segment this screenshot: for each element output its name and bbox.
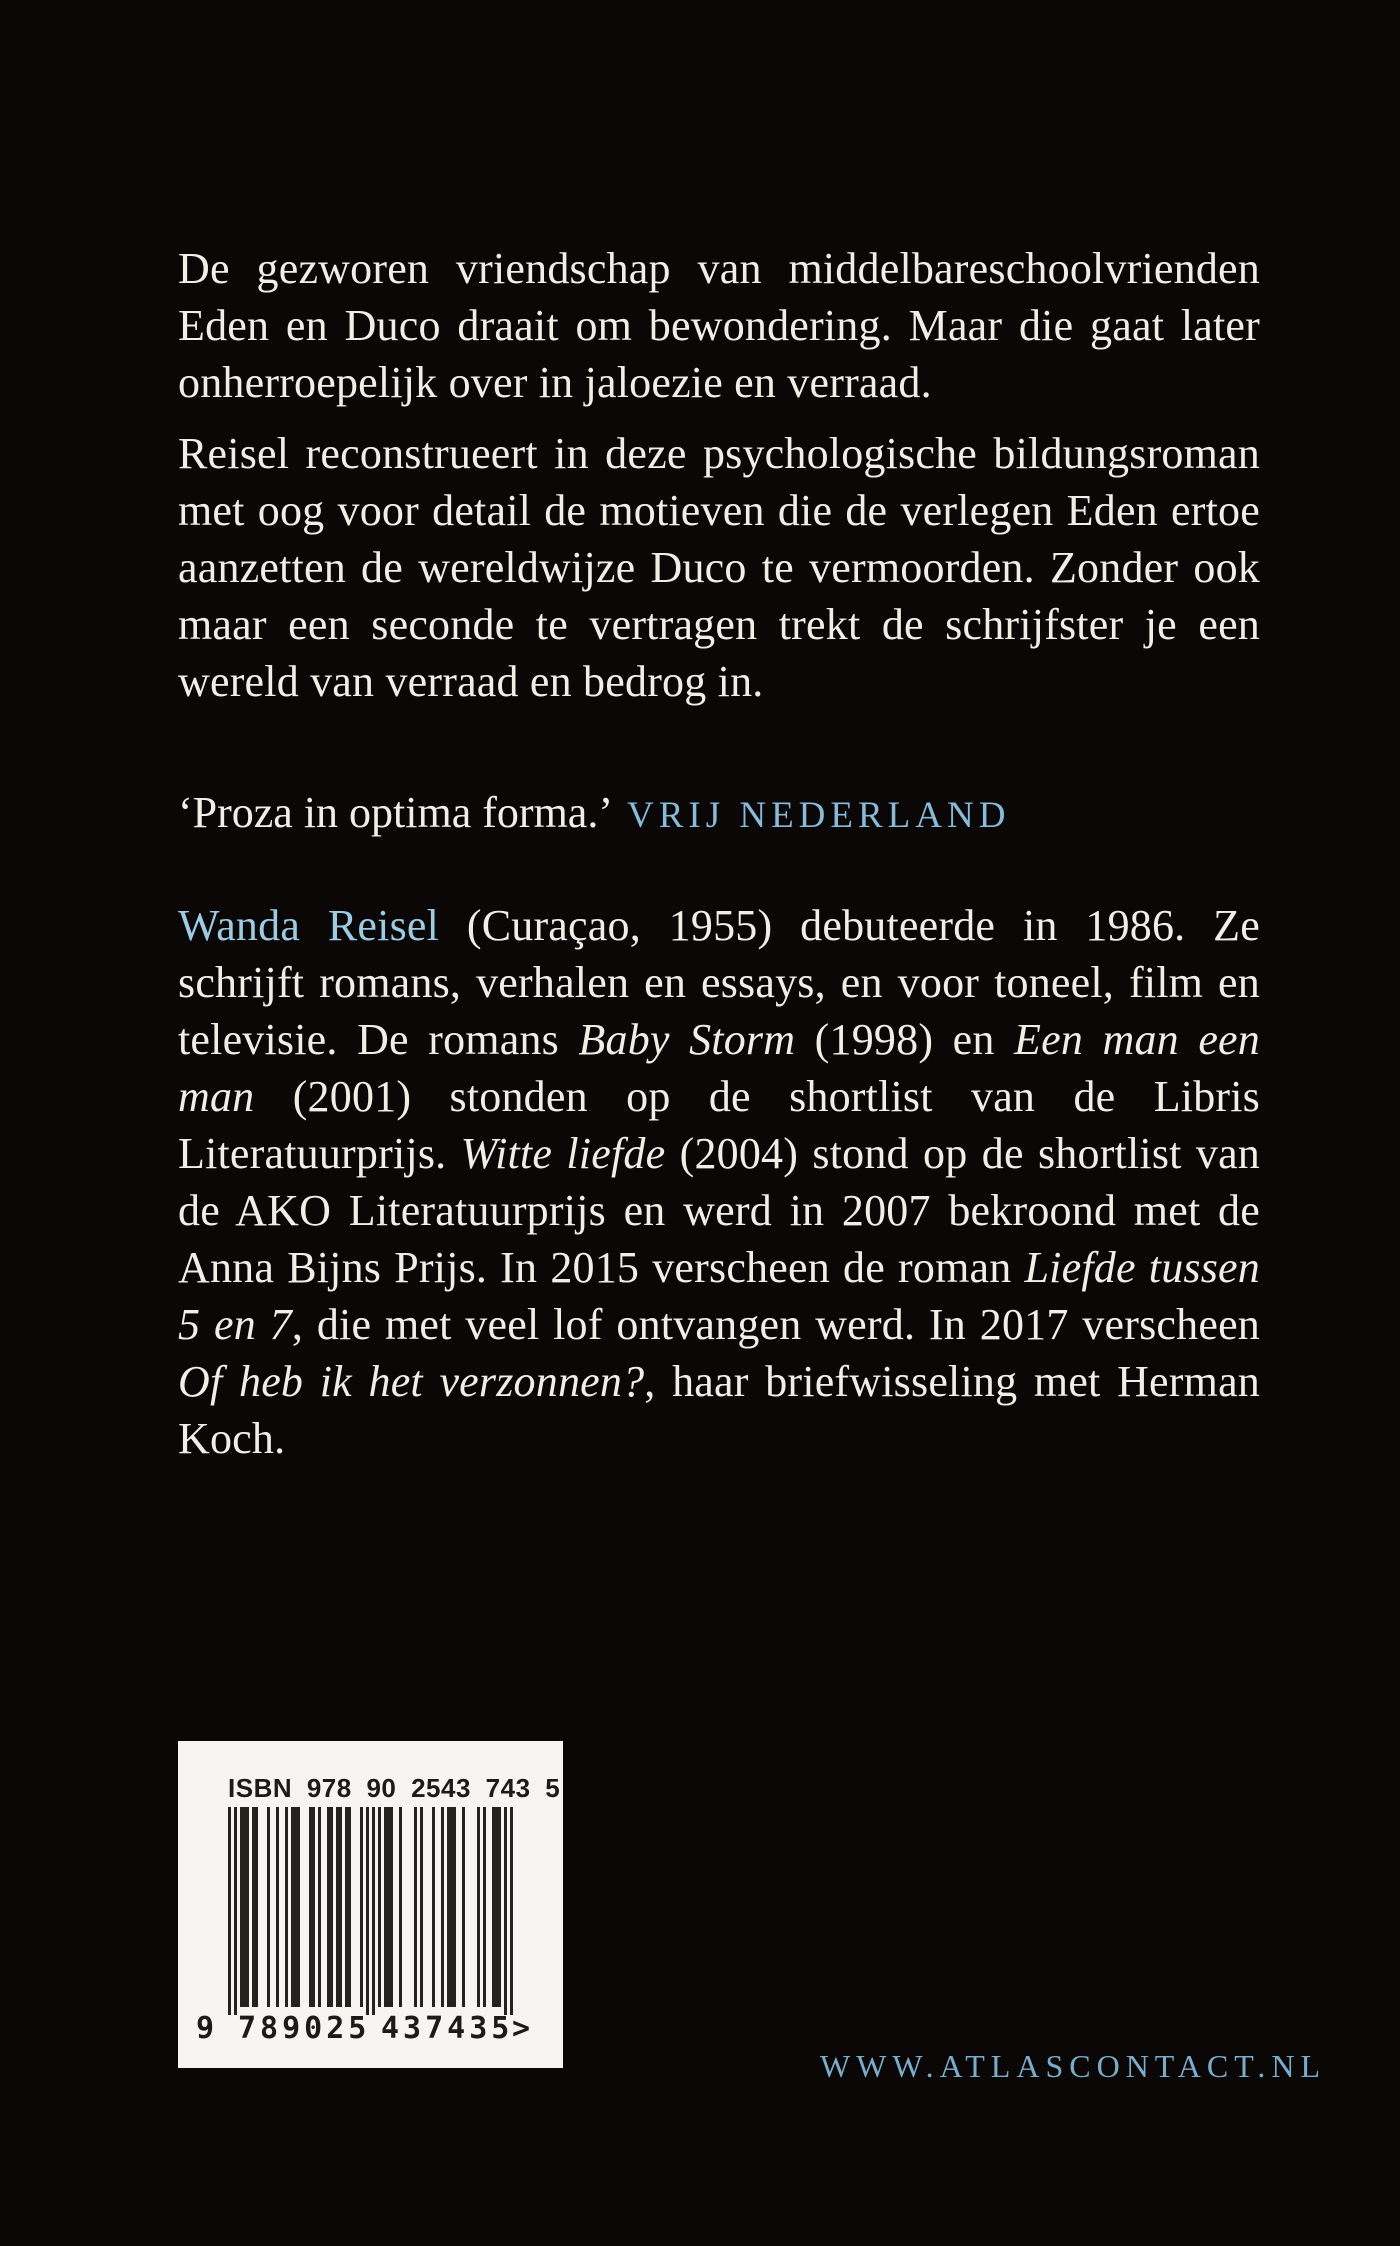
bio-text-run: , haar briefwisseling met Herman Koch. <box>178 1357 1260 1463</box>
barcode-digit-lead: 9 <box>196 2011 215 2046</box>
bio-text-run: Een man een man <box>178 1015 1260 1121</box>
author-bio <box>178 897 1260 1467</box>
barcode-quiet-zone-arrow: > <box>512 2011 531 2046</box>
barcode-digits-group1: 789025 <box>238 2011 371 2046</box>
isbn-label: ISBN 978 90 2543 743 5 <box>228 1773 561 1803</box>
bio-text-run: Of heb ik het verzonnen? <box>178 1357 645 1406</box>
synopsis <box>178 240 1260 710</box>
synopsis-paragraph-2: Reisel reconstrueert in deze psychologische bildungsroman met oog voor detail de motieven die de verlegen Eden ertoe aanzetten de wereldwijze Duco te vermoorden. Zonder ook maar een seconde te vertragen trekt de schrijfster je een wereld van verraad en bedrog in. <box>178 429 1260 706</box>
bio-text-run: , die met veel lof ontvangen werd. In 2017 verscheen <box>291 1300 1260 1349</box>
barcode-digits <box>178 2011 563 2047</box>
quote-text: ‘Proza in optima forma.’ <box>178 788 613 837</box>
publisher-website: WWW.ATLASCONTACT.NL <box>820 2048 1327 2084</box>
ean-barcode <box>228 1807 513 2015</box>
review-quote <box>178 784 1260 844</box>
bio-text-run: (Curaçao, 1955) debuteerde in 1986. Ze schrijft romans, verhalen en essays, en voor toneel, film en televisie. De romans <box>178 901 1260 1064</box>
bio-text-run: (2004) stond op de shortlist van de AKO Literatuurprijs en werd in 2007 bekroond met de Anna Bijns Prijs. In 2015 verscheen de roman <box>178 1129 1261 1292</box>
bio-text-run: Witte liefde <box>460 1129 666 1178</box>
barcode-digits-group2: 437435 <box>381 2011 514 2046</box>
synopsis-paragraph-1: De gezworen vriendschap van middelbareschoolvrienden Eden en Duco draait om bewondering. Maar die gaat later onherroepelijk over in jaloezie en verraad. <box>178 244 1260 407</box>
bio-text-run: (1998) en <box>795 1015 1015 1064</box>
bio-text-run: Liefde tussen 5 en 7 <box>178 1243 1260 1349</box>
author-name: Wanda Reisel <box>178 901 440 950</box>
bio-text-run: (2001) stonden op de shortlist van de Libris Literatuurprijs. <box>178 1072 1260 1178</box>
barcode-panel <box>178 1741 563 2068</box>
bio-text-run: Baby Storm <box>578 1015 796 1064</box>
quote-source: VRIJ NEDERLAND <box>626 795 1011 836</box>
